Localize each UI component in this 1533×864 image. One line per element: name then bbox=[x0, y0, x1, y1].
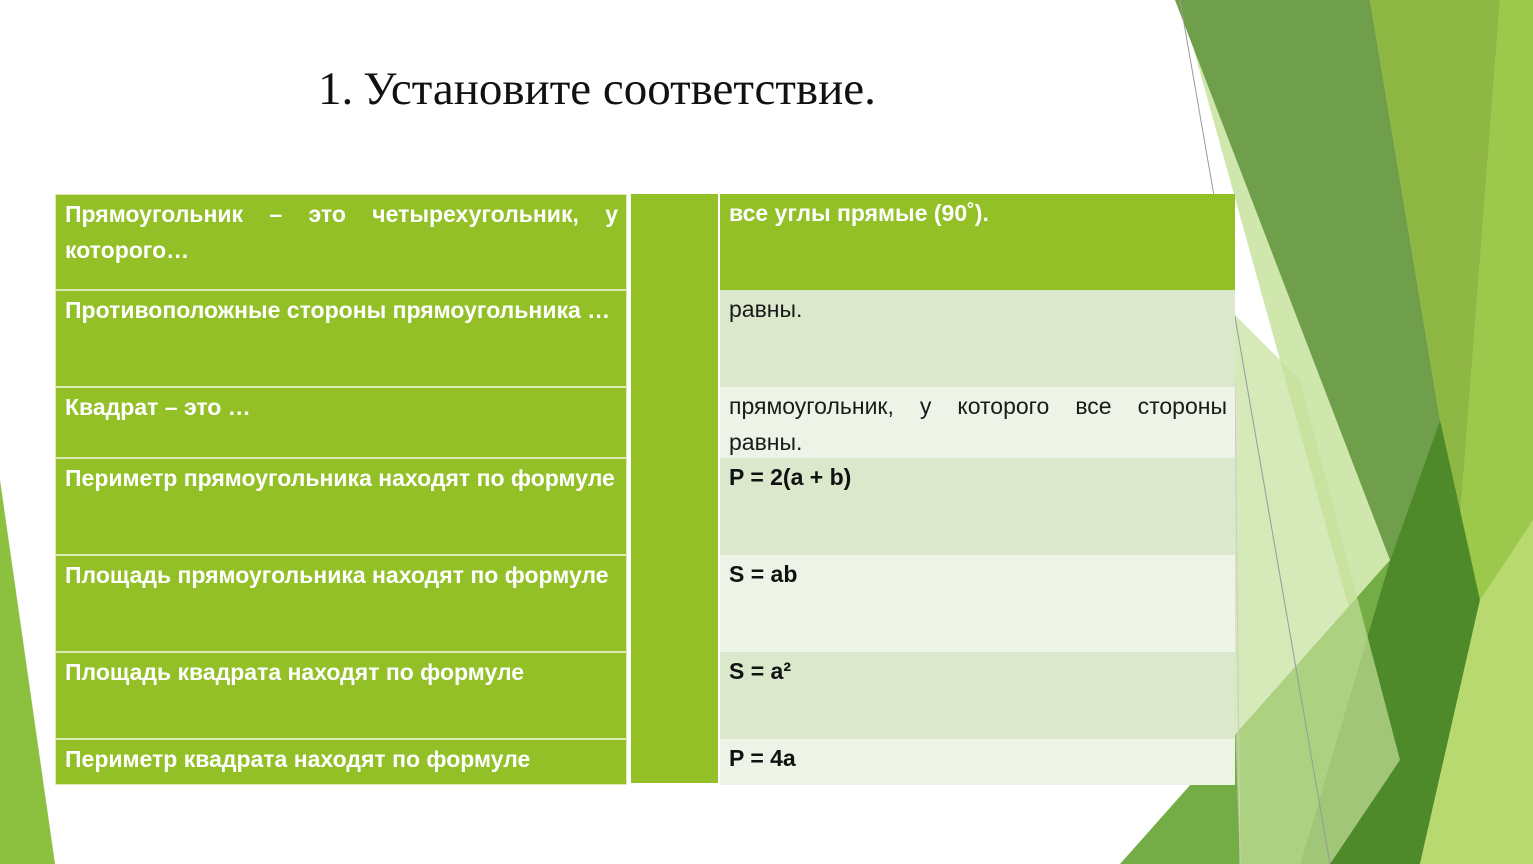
right-cell-4: P = 2(a + b) bbox=[720, 458, 1235, 555]
right-cell-1: все углы прямые (90˚). bbox=[720, 194, 1235, 290]
left-cell-5: Площадь прямоугольника находят по формуле bbox=[55, 555, 627, 652]
left-cell-2: Противоположные стороны прямоугольника … bbox=[55, 290, 627, 387]
right-cell-5: S = ab bbox=[720, 555, 1235, 652]
left-cell-4: Периметр прямоугольника находят по формуле bbox=[55, 458, 627, 555]
left-cell-1: Прямоугольник – это четырехугольник, у которого… bbox=[55, 194, 627, 290]
right-cell-7: P = 4a bbox=[720, 739, 1235, 785]
slide-title bbox=[318, 62, 876, 116]
right-cell-2: равны. bbox=[720, 290, 1235, 387]
title-text: Установите соответствие. bbox=[363, 63, 876, 115]
left-cell-3: Квадрат – это … bbox=[55, 387, 627, 458]
right-cell-3: прямоугольник, у которого все стороны равны. bbox=[720, 387, 1235, 458]
left-cell-6: Площадь квадрата находят по формуле bbox=[55, 652, 627, 739]
right-cell-6: S = a² bbox=[720, 652, 1235, 739]
answer-column bbox=[631, 194, 718, 783]
bg-shape-left bbox=[0, 480, 55, 864]
left-cell-7: Периметр квадрата находят по формуле bbox=[55, 739, 627, 785]
title-number: 1. bbox=[318, 63, 354, 115]
